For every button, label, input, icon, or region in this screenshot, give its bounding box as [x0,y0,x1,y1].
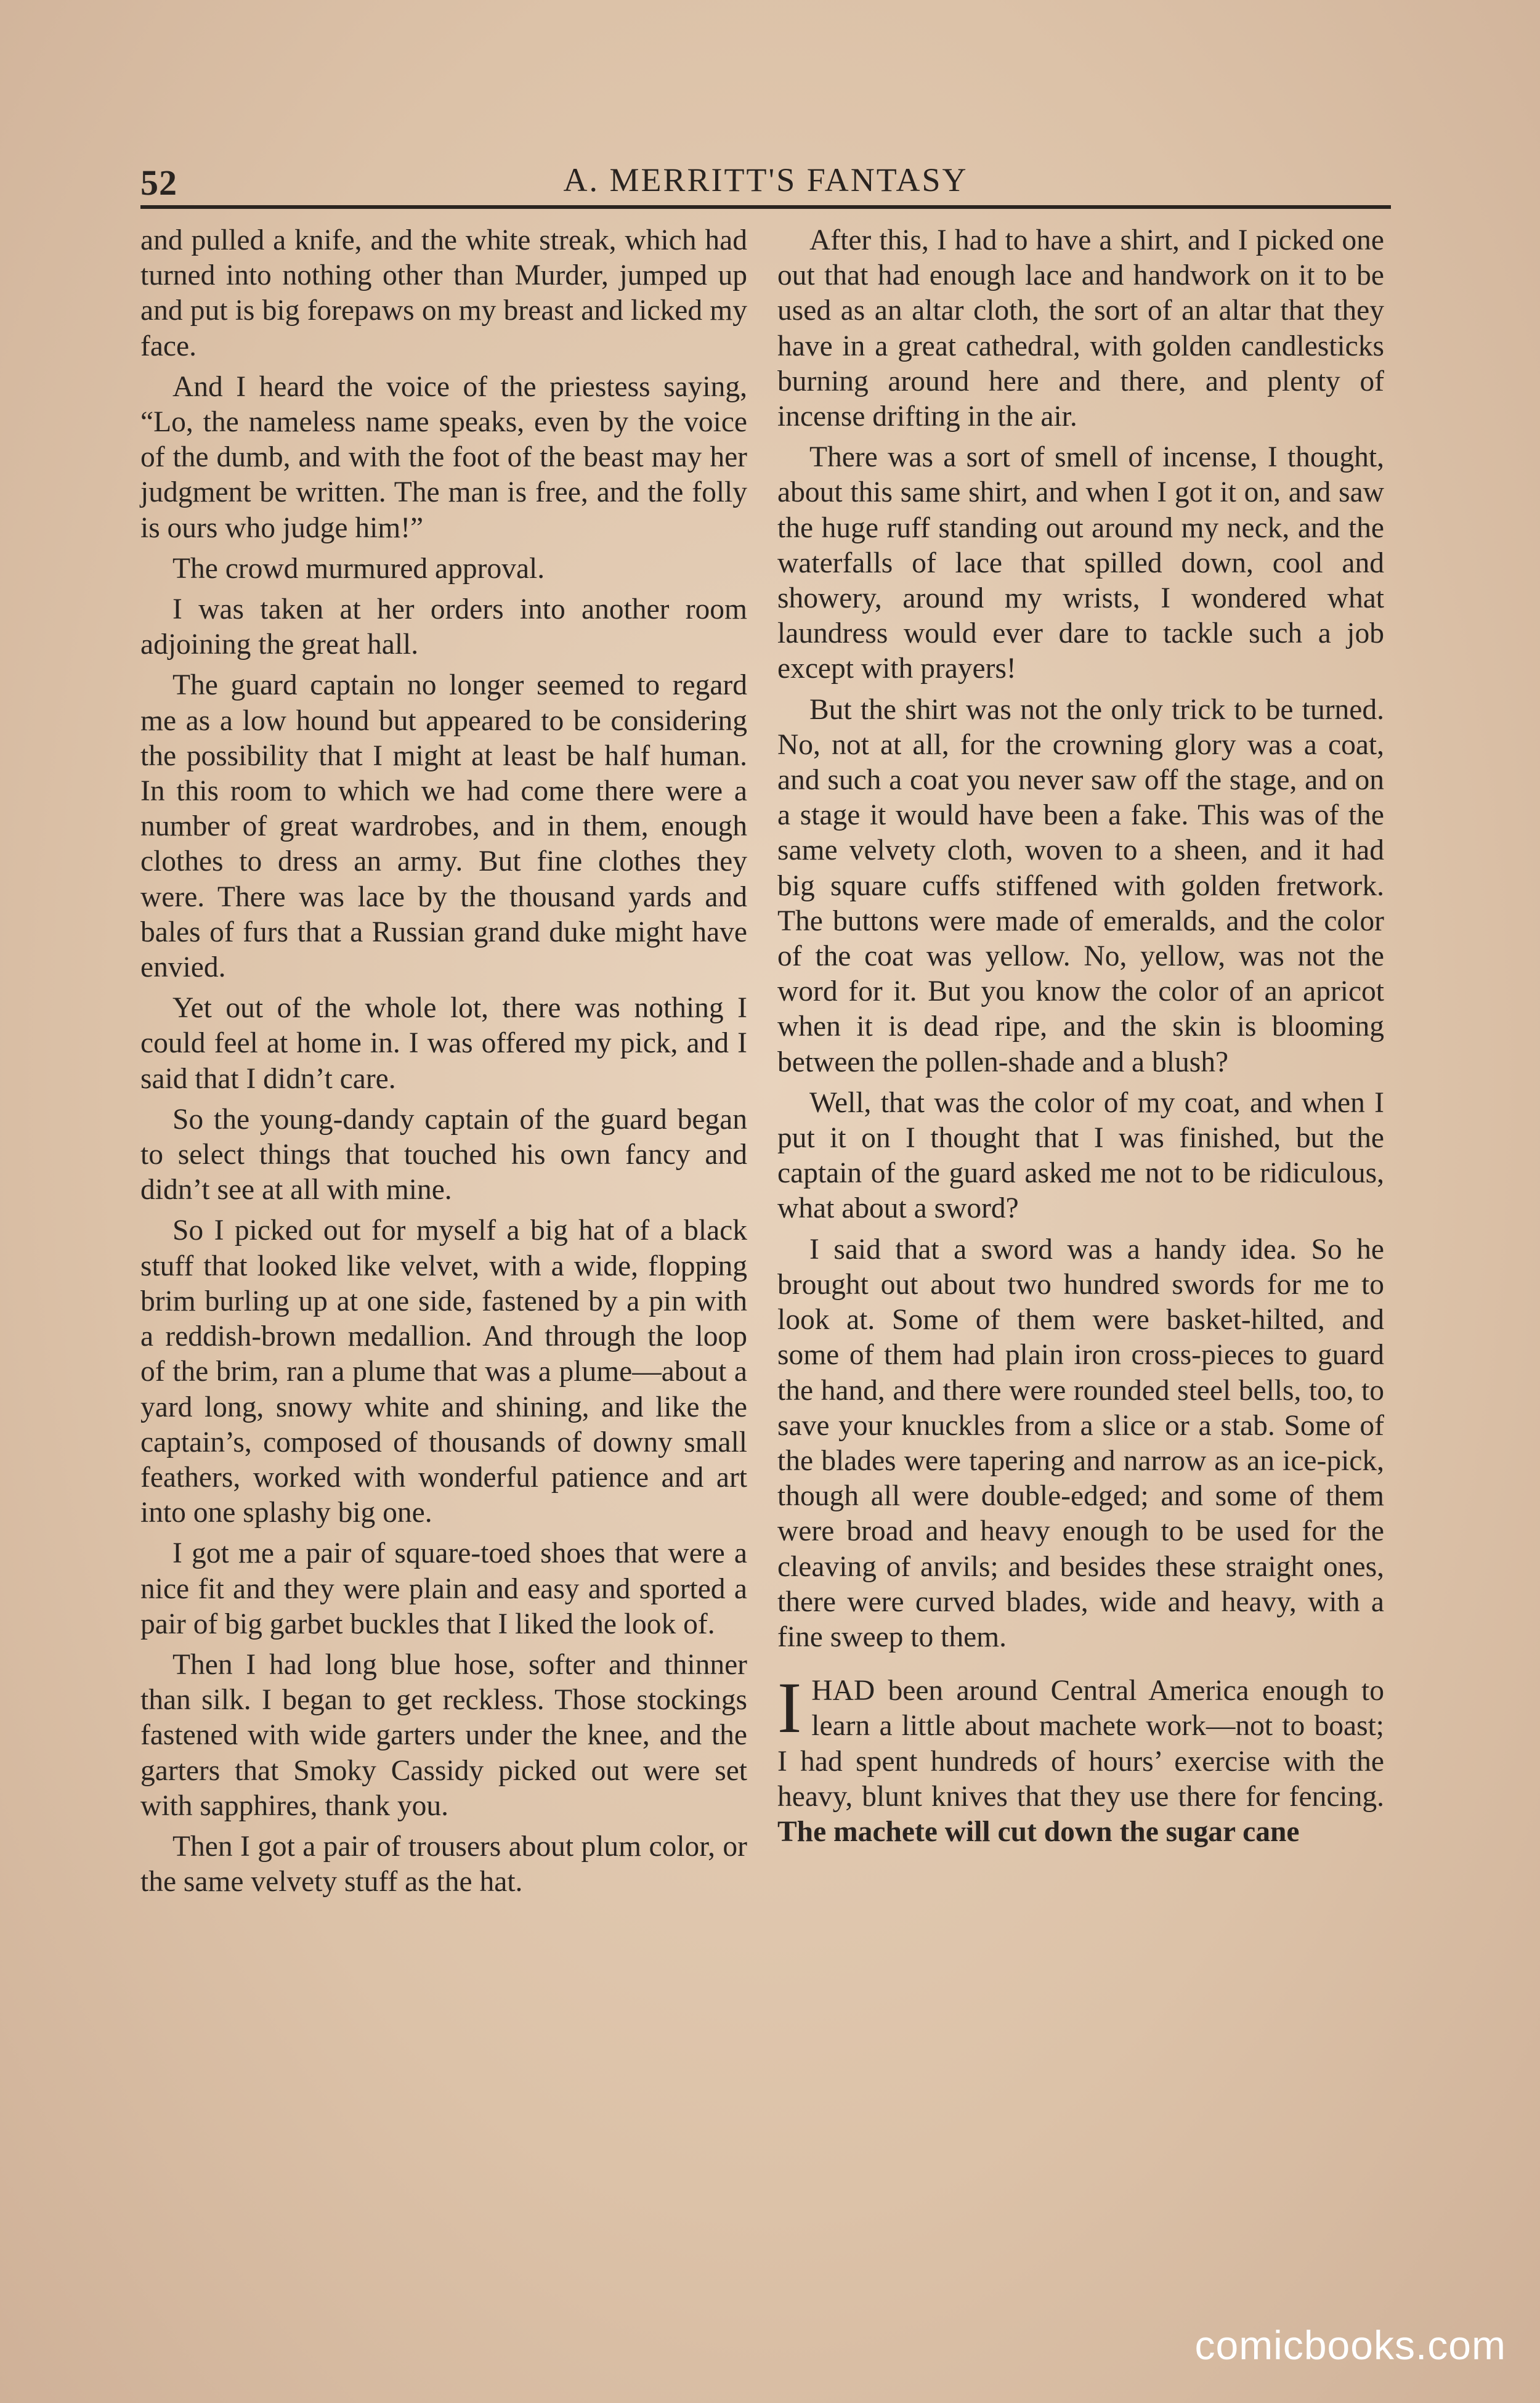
paragraph: I got me a pair of square-toed shoes that were a nice fit and they were plain and easy and sported a pair of big garbet buckles that I liked the look of. [140,1537,747,1640]
section-lead-text: HAD been around Central America enough to learn a little about machete work—not to boast; I had spent hundreds of hours’ exercise with the heavy, blunt knives that they use there for fencing. [777,1675,1384,1813]
page-number: 52 [140,163,177,203]
paragraph: Yet out of the whole lot, there was nothing I could feel at home in. I was offered my pick, and I said that I didn’t care. [140,992,747,1095]
drop-cap: I [777,1667,802,1749]
page-header [140,157,1391,206]
paragraph: But the shirt was not the only trick to be turned. No, not at all, for the crowning glory was a coat, and such a coat you never saw off the stage, and on a stage it would have been a fake. This was of the same velvety cloth, woven to a sheen, and it had big square cuffs stiffened with golden fretwork. The buttons were made of emeralds, and the color of the coat was yellow. No, yellow, was not the word for it. But you know the color of an apricot when it is dead ripe, and the skin is blooming between the pollen-shade and a blush? [777,693,1384,1078]
paragraph: Well, that was the color of my coat, and when I put it on I thought that I was finished, but the captain of the guard asked me not to be ridiculous, what about a sword? [777,1086,1384,1225]
paragraph: And I heard the voice of the priestess saying, “Lo, the nameless name speaks, even by the voice of the dumb, and with the foot of the beast may her judgment be written. The man is free, and the folly is ours who judge him!” [140,370,747,544]
left-column [140,223,747,1905]
section-start-paragraph [777,1667,1384,1850]
paragraph: So the young-dandy captain of the guard began to select things that touched his own fancy and didn’t see at all with mine. [140,1103,747,1206]
paragraph: I was taken at her orders into another room adjoining the great hall. [140,593,747,661]
paragraph: The guard captain no longer seemed to regard me as a low hound but appeared to be considering the possibility that I might at least be half human. In this room to which we had come there were a number of great wardrobes, and in them, enough clothes to dress an army. But fine clothes they were. There was lace by the thousand yards and bales of furs that a Russian grand duke might have envied. [140,669,747,984]
paragraph: The crowd murmured approval. [172,552,545,585]
right-column [777,223,1384,1855]
paragraph: Then I got a pair of trousers about plum color, or the same velvety stuff as the hat. [140,1830,747,1898]
paragraph: There was a sort of smell of incense, I thought, about this same shirt, and when I got it on, and saw the huge ruff standing out around my neck, and the waterfalls of lace that spilled down, cool and showery, around my wrists, I wondered what laundress would ever dare to tackle such a job except with prayers! [777,441,1384,685]
running-title: A. MERRITT'S FANTASY [563,161,968,198]
paragraph: Then I had long blue hose, softer and thinner than silk. I began to get reckless. Those stockings fastened with wide garters under the knee, and the garters that Smoky Cassidy picked out were set with sapphires, thank you. [140,1648,747,1822]
paragraph: I said that a sword was a handy idea. So he brought out about two hundred swords for me to look at. Some of them were basket-hilted, and some of them had plain iron cross-pieces to guard the hand, and there were rounded steel bells, too, to save your knuckles from a slice or a stab. Some of the blades were tapering and narrow as an ice-pick, though all were double-edged; and some of them were broad and heavy enough to be used for the cleaving of anvils; and besides these straight ones, there were curved blades, wide and heavy, with a fine sweep to them. [777,1233,1384,1653]
paragraph: and pulled a knife, and the white streak, which had turned into nothing other than Murder, jumped up and put is big forepaws on my breast and licked my face. [140,224,747,362]
watermark: comicbooks.com [1194,2322,1506,2368]
header-rule [140,205,1391,209]
paragraph: After this, I had to have a shirt, and I picked one out that had enough lace and handwork on it to be used as an altar cloth, the sort of an altar that they have in a great cathedral, with golden candlesticks burning around here and there, and plenty of incense drifting in the air. [777,224,1384,433]
section-bold-text: The machete will cut down the sugar cane [777,1815,1300,1848]
paragraph: So I picked out for myself a big hat of a black stuff that looked like velvet, with a wide, flopping brim burling up at one side, fastened by a pin with a reddish-brown medallion. And through the loop of the brim, ran a plume that was a plume—about a yard long, snowy white and shining, and like the captain’s, composed of thousands of downy small feathers, worked with wonderful patience and art into one splashy big one. [140,1214,747,1529]
